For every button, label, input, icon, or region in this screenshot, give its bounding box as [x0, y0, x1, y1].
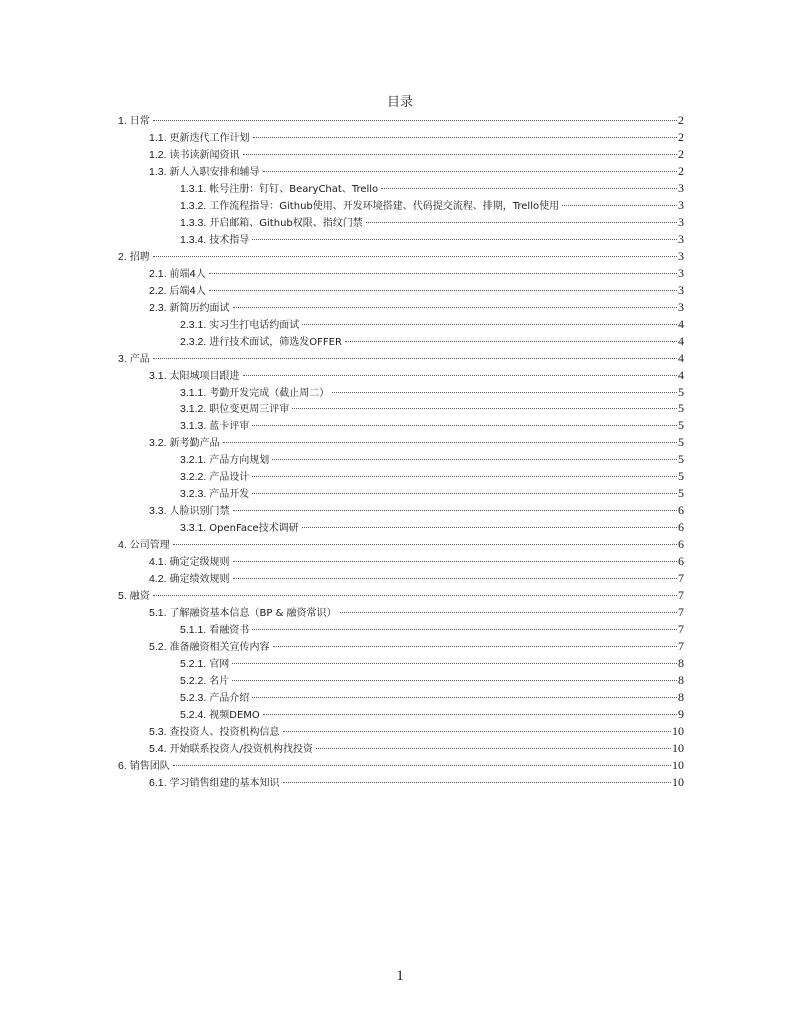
toc-entry-number: 6. — [118, 759, 127, 772]
toc-entry-page: 2 — [678, 113, 684, 127]
toc-entry-page: 2 — [678, 163, 684, 178]
toc-entry[interactable] — [118, 519, 684, 536]
toc-entry-title: 职位变更周三评审 — [209, 404, 290, 416]
toc-entry[interactable] — [118, 248, 684, 265]
toc-entry[interactable] — [118, 112, 684, 129]
toc-entry-title: 销售团队 — [129, 760, 170, 772]
toc-entry-number: 5.2.2. — [180, 674, 207, 687]
toc-entry-page: 7 — [678, 622, 684, 637]
toc-entry-page: 4 — [678, 350, 684, 365]
toc-entry-title: 考勤开发完成（截止周二） — [209, 387, 330, 399]
toc-title: 目录 — [386, 95, 413, 110]
toc-entry-page: 10 — [672, 723, 684, 738]
toc-entry-number: 6.1. — [149, 776, 167, 789]
toc-entry-page: 5 — [678, 401, 684, 416]
toc-entry[interactable] — [118, 570, 684, 587]
toc-entry-title: 进行技术面试，筛选发OFFER — [209, 336, 342, 348]
toc-entry[interactable] — [118, 587, 684, 604]
toc-entry[interactable] — [118, 689, 684, 706]
dot-leader — [332, 392, 677, 393]
toc-entry-number: 3.3.1. — [180, 522, 207, 535]
toc-entry-number: 4. — [118, 539, 127, 552]
toc-entry-page: 10 — [672, 757, 684, 772]
toc-entry-page: 5 — [678, 435, 684, 450]
toc-entry-number: 1. — [118, 115, 127, 127]
toc-entry[interactable] — [118, 621, 684, 638]
toc-entry-title: 后端4人 — [169, 285, 206, 297]
toc-entry-number: 5. — [118, 590, 127, 603]
toc-entry-title: 查投资人、投资机构信息 — [169, 726, 280, 738]
toc-entry-page: 6 — [678, 503, 684, 518]
dot-leader — [173, 765, 671, 766]
toc-entry-title: 公司管理 — [129, 540, 170, 552]
dot-leader — [381, 188, 677, 189]
toc-entry-title: 名片 — [209, 675, 230, 687]
toc-entry[interactable] — [118, 367, 684, 384]
dot-leader — [153, 256, 677, 257]
toc-entry-page: 4 — [678, 333, 684, 348]
toc-entry-page: 8 — [678, 672, 684, 687]
page-number: 1 — [396, 968, 404, 984]
toc-entry-title: 产品方向规划 — [209, 455, 270, 467]
toc-entry[interactable] — [118, 163, 684, 180]
toc-entry-title: 了解融资基本信息（BP & 融资常识） — [169, 608, 337, 620]
toc-entry-number: 5.2. — [149, 641, 167, 654]
toc-entry-number: 2.3.1. — [180, 318, 207, 331]
toc-entry[interactable] — [118, 316, 684, 333]
toc-entry[interactable] — [118, 333, 684, 350]
dot-leader — [263, 714, 677, 715]
toc-entry-page: 8 — [678, 656, 684, 670]
dot-leader — [562, 205, 677, 206]
toc-entry-page: 3 — [678, 180, 684, 195]
toc-entry-number: 5.1.1. — [180, 624, 207, 637]
toc-entry[interactable] — [118, 740, 684, 757]
dot-leader — [273, 646, 677, 647]
toc-entry[interactable] — [118, 180, 684, 197]
toc-entry[interactable] — [118, 655, 684, 672]
dot-leader — [253, 137, 677, 138]
dot-leader — [252, 425, 677, 426]
toc-entry-title: 蓝卡评审 — [209, 421, 250, 433]
toc-entry-number: 5.1. — [149, 607, 167, 620]
toc-entry-number: 3. — [118, 352, 127, 365]
dot-leader — [340, 612, 677, 613]
toc-entry-number: 2.3.2. — [180, 335, 207, 348]
toc-entry[interactable] — [118, 299, 684, 316]
toc-entry-title: 人脸识别门禁 — [169, 506, 230, 518]
toc-entry[interactable] — [118, 553, 684, 570]
toc-entry-title: 工作流程指导：Github使用、开发环境搭建、代码提交流程、排期，Trello使用 — [209, 200, 560, 212]
toc-entry-page: 3 — [678, 299, 684, 314]
toc-entry[interactable] — [118, 468, 684, 485]
toc-entry[interactable] — [118, 417, 684, 434]
toc-entry-number: 3.1.2. — [180, 403, 207, 416]
toc-entry-number: 3.2. — [149, 437, 167, 450]
dot-leader — [252, 239, 677, 240]
dot-leader — [302, 527, 677, 528]
toc-entry[interactable] — [118, 485, 684, 502]
toc-entry-number: 1.3.3. — [180, 216, 207, 229]
dot-leader — [233, 561, 677, 562]
dot-leader — [243, 375, 677, 376]
table-of-contents — [118, 112, 684, 791]
toc-entry[interactable] — [118, 536, 684, 553]
toc-entry-page: 6 — [678, 537, 684, 552]
toc-entry-number: 3.2.3. — [180, 488, 207, 501]
toc-entry-number: 5.4. — [149, 742, 167, 755]
dot-leader — [153, 595, 677, 596]
dot-leader — [252, 493, 677, 494]
toc-entry[interactable] — [118, 400, 684, 417]
toc-entry-page: 5 — [678, 418, 684, 433]
toc-entry-number: 5.2.1. — [180, 658, 207, 670]
dot-leader — [233, 307, 677, 308]
toc-entry-title: 开启邮箱、Github权限、指纹门禁 — [209, 217, 363, 229]
toc-entry[interactable] — [118, 672, 684, 689]
toc-entry[interactable] — [118, 757, 684, 774]
toc-entry[interactable] — [118, 384, 684, 401]
toc-entry-page: 5 — [678, 384, 684, 399]
toc-entry-page: 7 — [678, 571, 684, 586]
toc-entry-number: 4.1. — [149, 556, 167, 569]
dot-leader — [263, 171, 677, 172]
dot-leader — [153, 358, 677, 359]
toc-entry-page: 3 — [678, 282, 684, 297]
toc-entry-title: 准备融资相关宣传内容 — [169, 642, 270, 654]
toc-entry[interactable] — [118, 604, 684, 621]
toc-entry-number: 4.2. — [149, 573, 167, 586]
dot-leader — [233, 510, 677, 511]
toc-entry-page: 5 — [678, 486, 684, 501]
toc-entry-number: 1.3.2. — [180, 199, 207, 212]
toc-entry-number: 1.2. — [149, 148, 167, 161]
dot-leader — [153, 120, 677, 121]
toc-entry-title: 学习销售组建的基本知识 — [169, 777, 280, 789]
toc-entry[interactable] — [118, 146, 684, 163]
toc-entry[interactable] — [118, 451, 684, 468]
toc-entry[interactable] — [118, 129, 684, 146]
toc-entry[interactable] — [118, 350, 684, 367]
toc-entry-number: 2.1. — [149, 267, 167, 280]
toc-entry-title: 产品开发 — [209, 489, 250, 501]
dot-leader — [232, 680, 677, 681]
dot-leader — [272, 459, 677, 460]
toc-entry[interactable] — [118, 282, 684, 299]
toc-entry-title: 产品 — [129, 353, 150, 365]
toc-entry-page: 8 — [678, 689, 684, 704]
toc-entry-page: 2 — [678, 129, 684, 144]
toc-entry-title: 太阳城项目跟进 — [169, 370, 240, 382]
toc-entry-title: 前端4人 — [169, 268, 206, 280]
toc-entry-page: 5 — [678, 452, 684, 467]
toc-entry-page: 3 — [678, 248, 684, 263]
toc-entry-number: 3.1.1. — [180, 386, 207, 399]
toc-entry-number: 3.2.2. — [180, 471, 207, 484]
toc-entry-page: 10 — [672, 740, 684, 755]
toc-entry-number: 2.2. — [149, 284, 167, 297]
toc-entry-number: 5.2.4. — [180, 708, 207, 721]
toc-entry-title: 读书读新闻资讯 — [169, 149, 240, 161]
dot-leader — [209, 273, 677, 274]
toc-entry[interactable] — [118, 231, 684, 248]
dot-leader — [173, 544, 677, 545]
toc-entry[interactable] — [118, 265, 684, 282]
toc-entry-title: OpenFace技术调研 — [209, 523, 299, 535]
toc-entry-title: 视频DEMO — [209, 709, 260, 721]
toc-entry[interactable] — [118, 214, 684, 231]
toc-entry-title: 实习生打电话约面试 — [209, 319, 300, 331]
toc-entry-number: 3.1.3. — [180, 420, 207, 433]
toc-entry-title: 产品介绍 — [209, 692, 250, 704]
toc-entry-page: 4 — [678, 316, 684, 331]
toc-entry[interactable] — [118, 723, 684, 740]
toc-entry-title: 产品设计 — [209, 472, 250, 484]
toc-entry-number: 3.1. — [149, 369, 167, 382]
toc-entry-title: 融资 — [129, 591, 150, 603]
dot-leader — [316, 748, 671, 749]
dot-leader — [252, 629, 677, 630]
toc-entry[interactable] — [118, 434, 684, 451]
toc-entry-number: 1.3. — [149, 165, 167, 178]
toc-entry-title: 开始联系投资人/投资机构找投资 — [169, 743, 313, 755]
toc-entry-number: 5.3. — [149, 725, 167, 738]
toc-entry-page: 6 — [678, 520, 684, 535]
toc-entry[interactable] — [118, 502, 684, 519]
toc-entry-title: 招聘 — [129, 251, 150, 263]
toc-entry-page: 3 — [678, 231, 684, 246]
toc-entry-page: 3 — [678, 265, 684, 280]
toc-entry-page: 3 — [678, 197, 684, 212]
toc-entry-page: 7 — [678, 639, 684, 654]
dot-leader — [283, 782, 671, 783]
toc-entry-page: 6 — [678, 554, 684, 569]
toc-entry-page: 10 — [672, 774, 684, 789]
toc-entry-title: 新考勤产品 — [169, 438, 220, 450]
toc-entry-number: 1.3.1. — [180, 182, 207, 195]
toc-entry-title: 技术指导 — [209, 234, 250, 246]
toc-entry-page: 9 — [678, 706, 684, 721]
toc-entry-number: 2. — [118, 250, 127, 263]
dot-leader — [302, 324, 677, 325]
dot-leader — [243, 154, 677, 155]
toc-entry-number: 1.1. — [149, 131, 167, 144]
toc-entry-title: 官网 — [209, 659, 230, 670]
toc-entry-title: 看融资书 — [209, 625, 250, 637]
toc-entry-page: 3 — [678, 214, 684, 229]
toc-entry-page: 7 — [678, 588, 684, 603]
toc-entry-number: 2.3. — [149, 301, 167, 314]
toc-entry-page: 4 — [678, 367, 684, 382]
toc-entry-title: 新简历约面试 — [169, 302, 230, 314]
toc-entry[interactable] — [118, 197, 684, 214]
dot-leader — [252, 476, 677, 477]
toc-entry-title: 确定定级规则 — [169, 557, 230, 569]
dot-leader — [209, 290, 677, 291]
toc-entry-page: 5 — [678, 469, 684, 484]
toc-entry-title: 确定绩效规则 — [169, 574, 230, 586]
dot-leader — [223, 442, 677, 443]
toc-entry-title: 日常 — [129, 116, 150, 127]
dot-leader — [252, 697, 677, 698]
toc-entry[interactable] — [118, 774, 684, 791]
toc-entry[interactable] — [118, 706, 684, 723]
toc-entry-title: 更新迭代工作计划 — [169, 132, 250, 144]
dot-leader — [345, 341, 677, 342]
toc-entry-title: 帐号注册：钉钉、BearyChat、Trello — [209, 183, 379, 195]
toc-entry-number: 1.3.4. — [180, 233, 207, 246]
toc-entry-title: 新人入职安排和辅导 — [169, 166, 260, 178]
toc-entry-number: 3.3. — [149, 505, 167, 518]
toc-entry-page: 2 — [678, 146, 684, 161]
dot-leader — [366, 222, 677, 223]
dot-leader — [292, 408, 677, 409]
dot-leader — [233, 578, 677, 579]
toc-entry-page: 7 — [678, 605, 684, 620]
dot-leader — [283, 731, 671, 732]
dot-leader — [232, 663, 677, 664]
toc-entry-number: 5.2.3. — [180, 691, 207, 704]
toc-entry-number: 3.2.1. — [180, 454, 207, 467]
toc-entry[interactable] — [118, 638, 684, 655]
